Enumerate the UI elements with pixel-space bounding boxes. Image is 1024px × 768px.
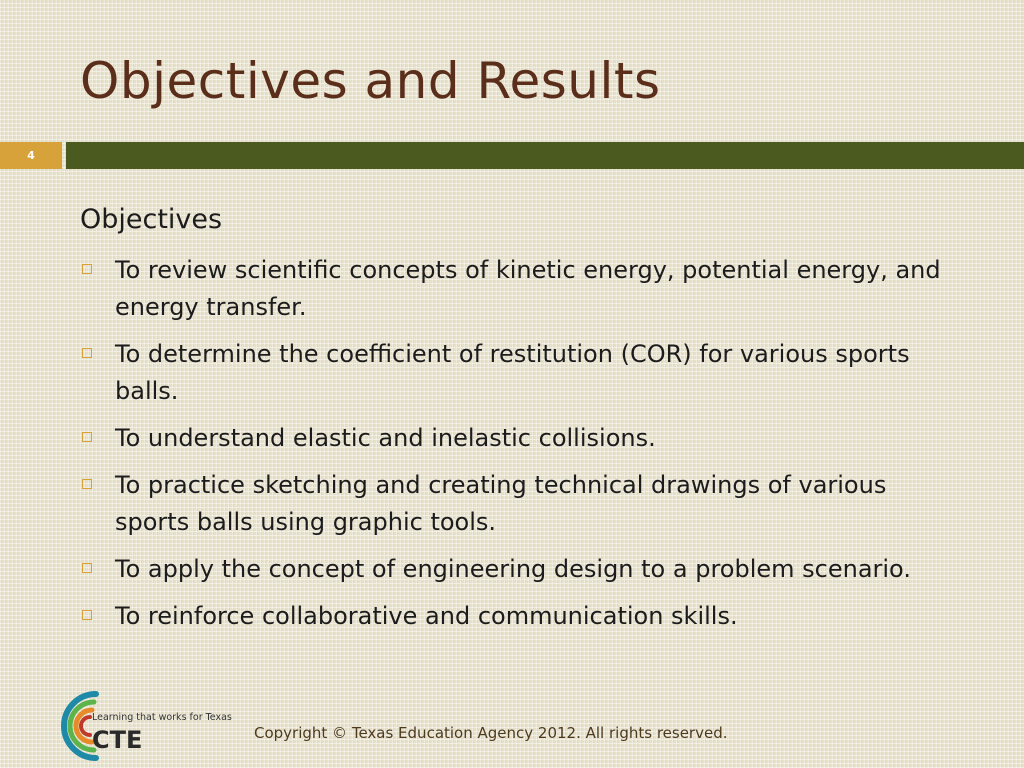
list-item	[80, 252, 960, 326]
list-item	[80, 598, 960, 635]
square-bullet-icon	[82, 563, 92, 573]
section-heading: Objectives	[80, 204, 223, 235]
list-item	[80, 420, 960, 457]
square-bullet-icon	[82, 348, 92, 358]
title-divider-bar	[66, 142, 1024, 169]
list-item	[80, 467, 960, 541]
list-item-text: To determine the coefficient of restitution (COR) for various sports balls.	[115, 340, 910, 405]
copyright-text: Copyright © Texas Education Agency 2012. All rights reserved.	[254, 724, 728, 742]
square-bullet-icon	[82, 479, 92, 489]
cte-logo-icon	[52, 684, 252, 764]
logo-name: CTE	[92, 726, 143, 754]
logo-tagline: Learning that works for Texas	[92, 712, 232, 723]
square-bullet-icon	[82, 432, 92, 442]
objectives-list	[80, 252, 960, 645]
square-bullet-icon	[82, 610, 92, 620]
slide-number: 4	[0, 142, 62, 169]
square-bullet-icon	[82, 264, 92, 274]
list-item	[80, 336, 960, 410]
slide-title: Objectives and Results	[80, 52, 661, 110]
list-item-text: To understand elastic and inelastic collisions.	[115, 424, 656, 452]
list-item-text: To practice sketching and creating technical drawings of various sports balls using graphic tools.	[115, 471, 887, 536]
list-item-text: To review scientific concepts of kinetic energy, potential energy, and energy transfer.	[115, 256, 941, 321]
list-item-text: To apply the concept of engineering design to a problem scenario.	[115, 555, 911, 583]
list-item-text: To reinforce collaborative and communication skills.	[115, 602, 738, 630]
cte-logo	[52, 684, 252, 764]
list-item	[80, 551, 960, 588]
